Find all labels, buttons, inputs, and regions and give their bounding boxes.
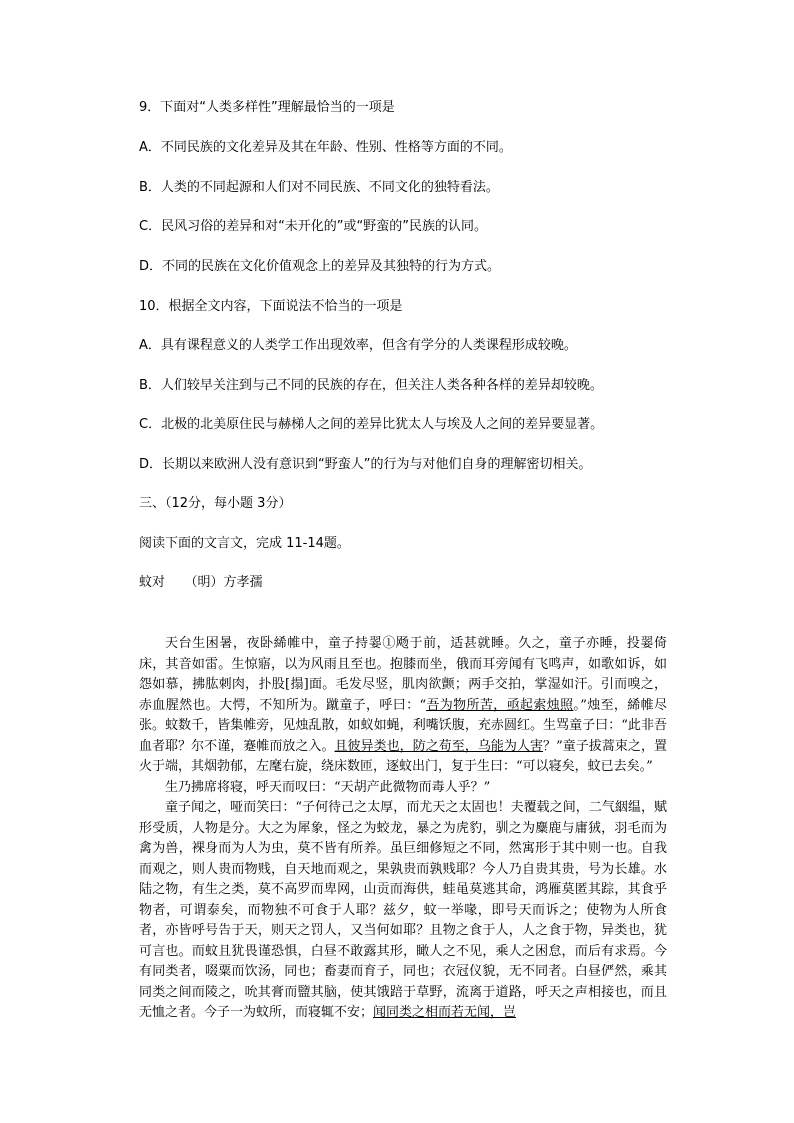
q10-option-d: D．长期以来欧洲人没有意识到“野蛮人”的行为与对他们自身的理解密切相关。	[139, 457, 592, 472]
passage-text: 童子闻之，哑而笑曰：“子何待己之太厚，而尤天之太固也！夫覆载之间，二气絪缊，赋形受质，人物是分。大之为犀象，怪之为蛟龙，暴之为虎豹，驯之为麋鹿与庸狨，羽毛而为禽为兽，裸身而为人为虫，莫不皆有所养。虽巨细修短之不同，然寓形于其中则一也。自我而观之，则人贵而物贱，自天地而观之，果孰贵而孰贱耶？今人乃自贵其贵，号为长雄。水陆之物，有生之类，莫不高罗而卑网，山贡而海供，蛙黾莫逃其命，鸿雁莫匿其踪，其食乎物者，可谓泰矣，而物独不可食于人耶？兹夕，蚊一举喙，即号天而诉之；使物为人所食者，亦皆呼号告于天，则天之罚人，又当何如耶？且物之食于人，人之食于物，异类也，犹可言也。而蚊且犹畏谨恐惧，白昼不敢露其形，瞰人之不见，乘人之困怠，而后有求焉。今有同类者，啜粟而饮汤，同也；畜妻而育子，同也；衣冠仪貌，无不同者。白昼俨然，乘其同类之间而陵之，吮其膏而盬其脑，使其饿踣于草野，流离于道路，呼天之声相接也，而且无恤之者。今子一为蚊所，而寝辄不安；	[139, 800, 667, 1020]
section-heading: 三、（12分，每小题 3分）	[139, 496, 292, 511]
passage-text: 生乃拂席将寝，呼天而叹曰：“天胡产此微物而毒人乎？”	[165, 779, 491, 795]
passage-title: 蚊对 （明）方孝孺	[139, 575, 263, 590]
q9-stem: 9．下面对“人类多样性”理解最恰当的一项是	[139, 100, 395, 115]
q10-option-c: C．北极的北美原住民与赫梯人之间的差异比犹太人与埃及人之间的差异要显著。	[139, 417, 604, 432]
underlined-sentence-2: 且彼异类也，防之苟至，乌能为人害	[334, 738, 544, 754]
passage-paragraph-3	[139, 798, 667, 1024]
section-instruction: 阅读下面的文言文，完成 11-14题。	[139, 536, 350, 551]
underlined-sentence-3: 闻同类之相而若无闻，岂	[373, 1005, 517, 1020]
passage-paragraph-2	[139, 778, 667, 799]
q9-option-c: C．民风习俗的差异和对“未开化的”或“野蛮的”民族的认同。	[139, 219, 488, 234]
q9-option-d: D．不同的民族在文化价值观念上的差异及其独特的行为方式。	[139, 259, 501, 274]
q9-option-a: A．不同民族的文化差异及其在年龄、性别、性格等方面的不同。	[139, 140, 512, 155]
q10-option-a: A．具有课程意义的人类学工作出现效率，但含有学分的人类课程形成较晚。	[139, 338, 577, 353]
classical-passage	[139, 634, 667, 1024]
q9-option-b: B．人类的不同起源和人们对不同民族、不同文化的独特看法。	[139, 180, 499, 195]
q10-option-b: B．人们较早关注到与己不同的民族的存在，但关注人类各种各样的差异却较晚。	[139, 378, 603, 393]
passage-text: 。”烛至，絺帷尽张。蚊数千，皆集帷旁，见烛乱散，如蚁如蝇，利嘴饫腹，充赤圆红。生骂童子曰：“此非吾血者耶？尔不谨，蹇帷而放之入。	[139, 697, 667, 754]
passage-text: ？”童子拔蒿束之，置火于端，其烟勃郁，左麾右旋，绕床数匝，逐蚊出门，复于生曰：“可以寝矣，蚊已去矣。”	[139, 738, 667, 774]
underlined-sentence-1: 吾为物所苦，亟起索烛照	[426, 697, 574, 713]
passage-paragraph-1	[139, 634, 667, 778]
passage-text: 天台生困暑，夜卧絺帷中，童子持翣①飏于前，适甚就睡。久之，童子亦睡，投翣倚床，其音如雷。生惊寤，以为风雨且至也。抱膝而坐，俄而耳旁闻有飞鸣声，如歌如诉，如怨如慕，拂肱刺肉，扑股[搨]面。毛发尽竖，肌肉欲颤；两手交拍，掌湿如汗。引而嗅之，赤血腥然也。大愕，不知所为。蹴童子，呼曰：“	[139, 636, 667, 713]
q10-stem: 10．根据全文内容，下面说法不恰当的一项是	[139, 299, 403, 314]
